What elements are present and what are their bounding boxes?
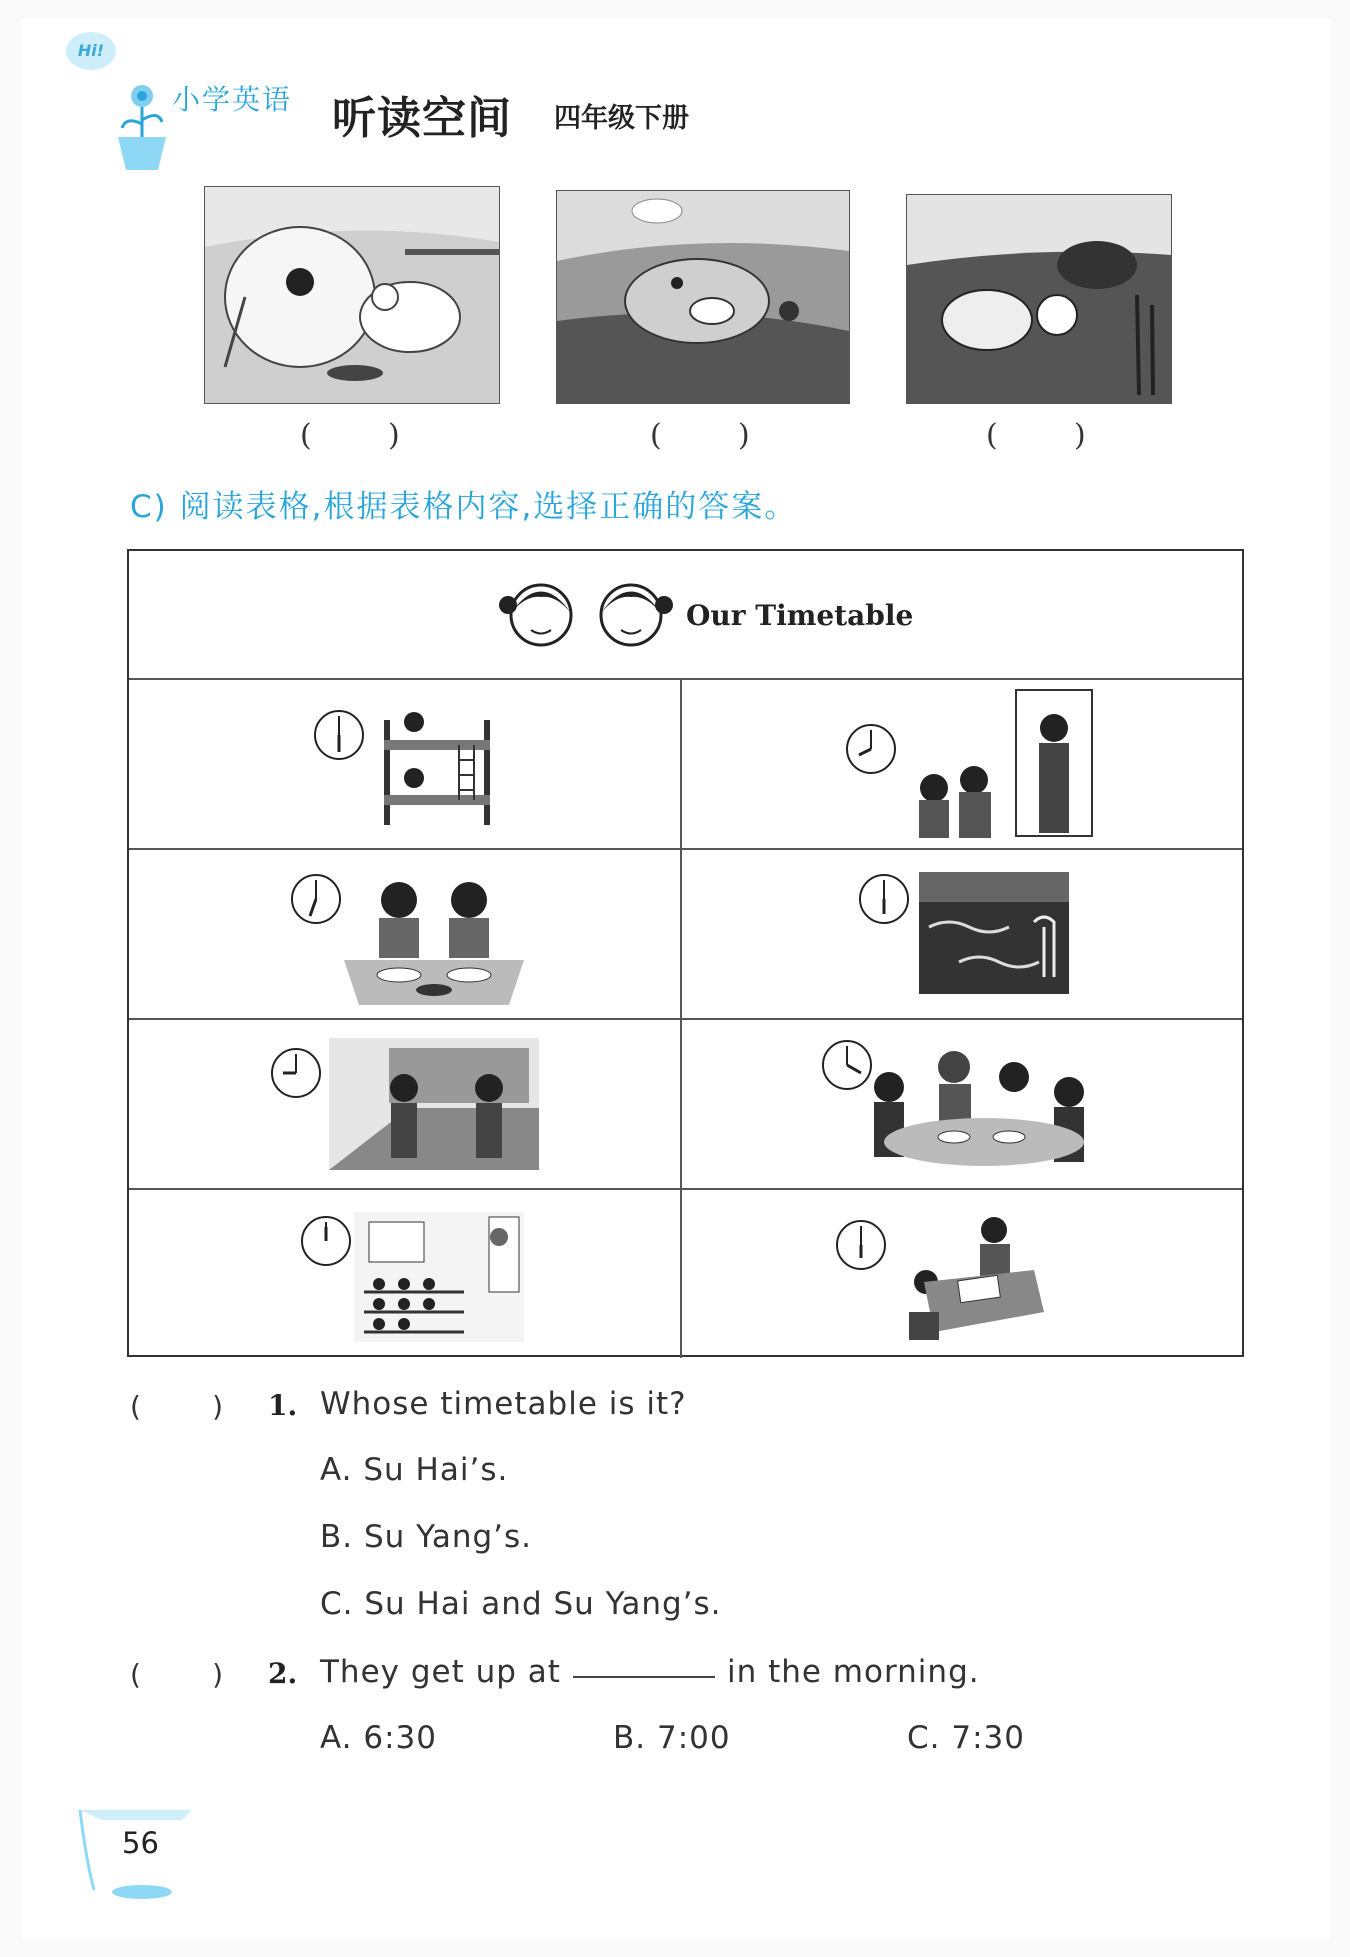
answer-bracket[interactable]: ( ) — [300, 418, 400, 453]
option-c[interactable]: C. 7:30 — [907, 1720, 1025, 1756]
fill-in-blank[interactable] — [573, 1676, 715, 1678]
swimming-pool-picture — [919, 872, 1069, 994]
question-text-after: in the morning. — [726, 1654, 980, 1690]
two-girls-icon — [496, 575, 676, 655]
series-name: 小学英语 — [172, 83, 293, 116]
option-a[interactable]: A. Su Hai’s. — [320, 1452, 509, 1488]
question-text: Whose timetable is it? — [320, 1386, 687, 1422]
cell-homework — [684, 1190, 1237, 1358]
answer-bracket[interactable]: ( ) — [986, 418, 1086, 453]
timetable — [127, 549, 1244, 1357]
option-b[interactable]: B. Su Yang’s. — [320, 1519, 533, 1555]
timetable-title: Our Timetable — [686, 599, 914, 632]
answer-bracket[interactable]: ( ) — [650, 418, 750, 453]
question-number: 2. — [268, 1657, 298, 1690]
classroom-picture — [354, 1212, 524, 1342]
grade-label: 四年级下册 — [554, 103, 689, 134]
cell-breakfast — [129, 850, 682, 1018]
clock-icon — [844, 722, 898, 776]
clock-icon — [857, 872, 911, 926]
clock-icon — [269, 1046, 323, 1100]
cell-lessons — [129, 1190, 682, 1358]
cell-arrive-school — [129, 1020, 682, 1188]
breakfast-picture — [339, 870, 529, 1010]
book-brand: 听读空间 — [332, 93, 512, 144]
question-text — [320, 1654, 980, 1690]
option-c[interactable]: C. Su Hai and Su Yang’s. — [320, 1586, 722, 1622]
section-c-instruction: C) 阅读表格,根据表格内容,选择正确的答案。 — [130, 489, 798, 525]
clock-icon — [834, 1218, 888, 1272]
farm-picture-hen-sheep — [204, 186, 500, 404]
option-a[interactable]: A. 6:30 — [320, 1720, 437, 1756]
hi-badge: Hi! — [66, 32, 116, 70]
teacher-greeting-picture — [894, 688, 1094, 838]
timetable-header — [129, 551, 1242, 680]
page-number: 56 — [122, 1826, 159, 1860]
cell-get-up — [129, 680, 682, 848]
homework-picture — [904, 1212, 1044, 1342]
option-b[interactable]: B. 7:00 — [613, 1720, 731, 1756]
question-number: 1. — [268, 1389, 298, 1422]
answer-bracket[interactable]: ( ) — [130, 1390, 224, 1423]
cell-family-dinner — [684, 1020, 1237, 1188]
cell-swimming — [684, 850, 1237, 1018]
school-building-picture — [329, 1038, 539, 1170]
answer-bracket[interactable]: ( ) — [130, 1658, 224, 1691]
farm-picture-duck-splash — [906, 194, 1172, 404]
book-header — [60, 22, 760, 152]
cell-go-to-school — [684, 680, 1237, 848]
flower-pot-icon — [112, 82, 172, 172]
clock-icon — [312, 708, 366, 762]
clock-icon — [299, 1214, 353, 1268]
clock-icon — [289, 872, 343, 926]
question-text-before: They get up at — [320, 1654, 561, 1690]
bunk-bed-picture — [379, 700, 499, 830]
farm-picture-pig-mud — [556, 190, 850, 404]
family-dinner-picture — [844, 1042, 1104, 1172]
